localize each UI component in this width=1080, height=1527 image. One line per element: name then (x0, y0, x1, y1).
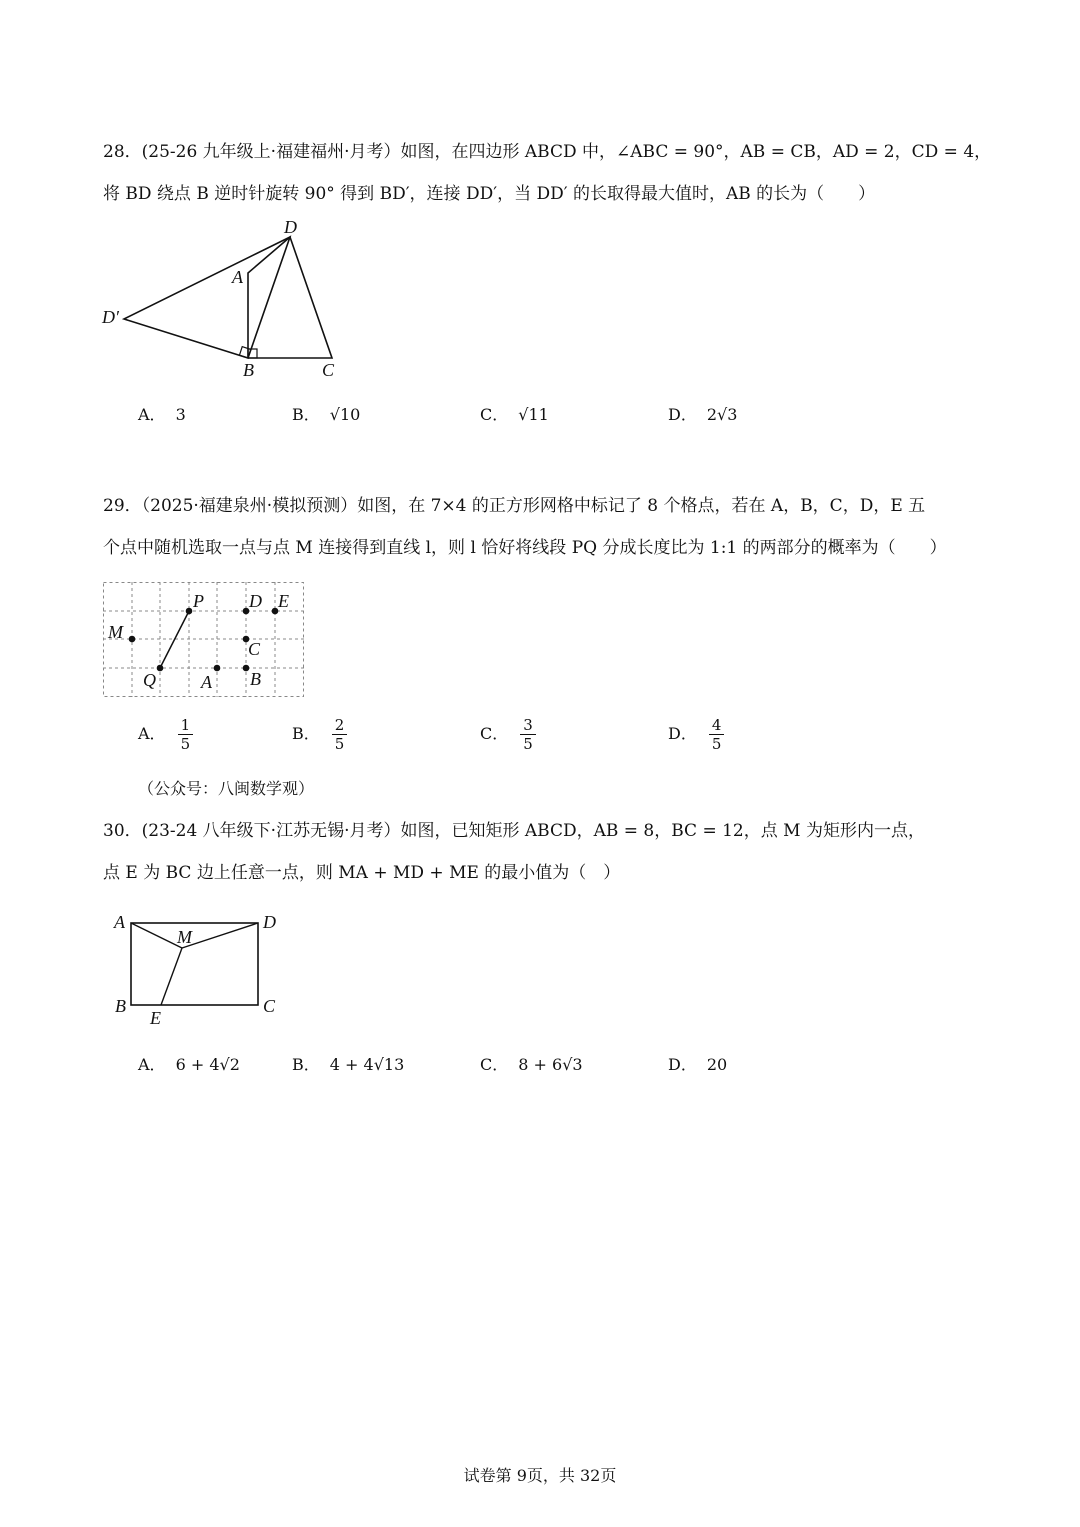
label-a: A (201, 672, 212, 692)
label-m: M (177, 927, 192, 947)
segment-me (161, 948, 182, 1005)
quad-abcd (248, 237, 332, 358)
label-p: P (193, 591, 204, 611)
label-b: B (250, 669, 261, 689)
rectangle-abcd (131, 923, 258, 1005)
q28-text-line1: 28．(25-26 九年级上·福建福州·月考）如图，在四边形 ABCD 中，∠ABC = 90°，AB = CB，AD = 2，CD = 4， (103, 142, 992, 162)
q29-text-line2: 个点中随机选取一点与点 M 连接得到直线 l，则 l 恰好将线段 PQ 分成长度比为 1:1 的两部分的概率为（ ） (103, 538, 947, 558)
q30-figure (110, 910, 285, 1030)
page-footer: 试卷第 9页，共 32页 (463, 1466, 617, 1485)
q30-option-b[interactable]: B． 4 + 4√13 (292, 1055, 405, 1074)
q29-option-c[interactable]: C． $\frac{3}{5}$ (480, 716, 536, 753)
q29-option-b[interactable]: B． $\frac{2}{5}$ (292, 716, 347, 753)
q28-option-d[interactable]: D． 2√3 (668, 405, 738, 424)
point-q (157, 665, 164, 672)
label-a: A (114, 912, 125, 932)
point-a (214, 665, 221, 672)
fraction: $\frac{2}{5}$ (332, 716, 348, 753)
q30-text-line2: 点 E 为 BC 边上任意一点，则 MA + MD + ME 的最小值为（ ） (103, 863, 621, 883)
label-a: A (232, 267, 243, 287)
label-e: E (150, 1008, 161, 1028)
segment-md (182, 923, 258, 948)
triangle-ddpb (124, 237, 290, 358)
q30-option-d[interactable]: D． 20 (668, 1055, 728, 1074)
label-q: Q (143, 670, 156, 690)
label-m: M (108, 622, 123, 642)
label-c: C (248, 639, 261, 659)
q28-text-line2: 将 BD 绕点 B 逆时针旋转 90° 得到 BD′，连接 DD′，当 DD′ 的长取得最大值时，AB 的长为（ ） (103, 184, 876, 204)
q30-option-a[interactable]: A． 6 + 4√2 (138, 1055, 240, 1074)
q29-option-d[interactable]: D． $\frac{4}{5}$ (668, 716, 724, 753)
q28-figure (100, 215, 350, 385)
label-c: C (322, 360, 335, 380)
label-b: B (243, 360, 254, 380)
point-b (243, 665, 250, 672)
q28-option-c[interactable]: C． √11 (480, 405, 549, 424)
q28-option-b[interactable]: B． √10 (292, 405, 361, 424)
label-c: C (263, 996, 276, 1016)
label-d: D (263, 912, 276, 932)
q29-grid-figure (103, 582, 305, 698)
fraction: $\frac{4}{5}$ (709, 716, 725, 753)
label-d-prime: D′ (102, 307, 119, 327)
q30-text-line1: 30．(23-24 八年级下·江苏无锡·月考）如图，已知矩形 ABCD，AB = 8，BC = 12，点 M 为矩形内一点， (103, 821, 925, 841)
q28-option-a[interactable]: A． 3 (138, 405, 186, 424)
source-note: （公众号：八闽数学观） (138, 779, 315, 798)
point-p (186, 608, 193, 615)
q29-text-line1: 29．（2025·福建泉州·模拟预测）如图，在 7×4 的正方形网格中标记了 8 个格点，若在 A，B，C，D，E 五 (103, 496, 926, 516)
fraction: $\frac{3}{5}$ (520, 716, 536, 753)
point-m (129, 636, 136, 643)
label-d: D (284, 217, 297, 237)
label-d: D (249, 591, 262, 611)
fraction: $\frac{1}{5}$ (178, 716, 194, 753)
segment-ma (131, 923, 182, 948)
q29-option-a[interactable]: A． $\frac{1}{5}$ (138, 716, 193, 753)
label-e: E (278, 591, 289, 611)
q30-option-c[interactable]: C． 8 + 6√3 (480, 1055, 583, 1074)
label-b: B (115, 996, 126, 1016)
